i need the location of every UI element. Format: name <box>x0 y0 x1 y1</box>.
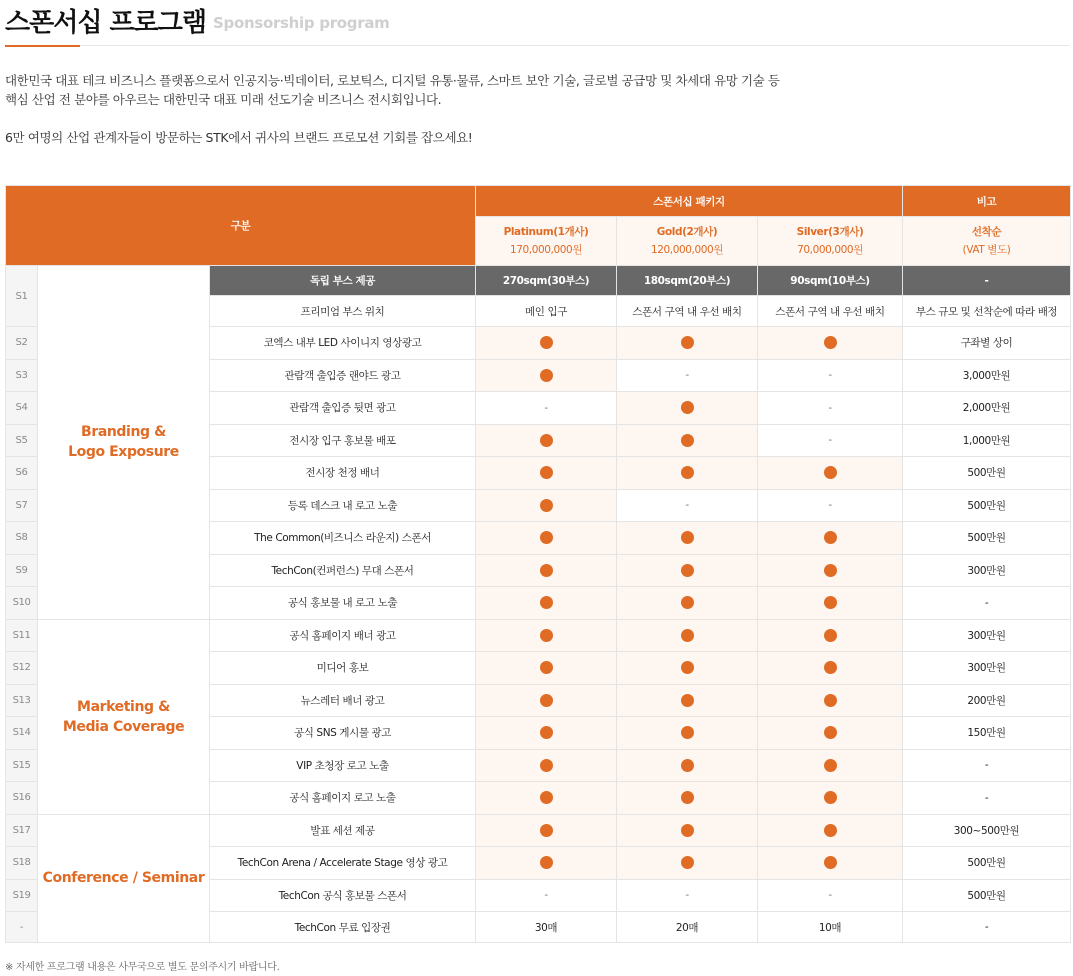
category-branding-line-2: Logo Exposure <box>68 444 179 461</box>
premium-platinum: 메인 입구 <box>476 296 617 327</box>
included-dot-icon <box>540 661 553 674</box>
included-dot-icon <box>681 336 694 349</box>
cell-gold <box>617 392 758 425</box>
category-header: 구분 <box>6 186 476 266</box>
package-price: 120,000,000원 <box>650 244 724 256</box>
row-item: TechCon 무료 입장권 <box>210 912 476 943</box>
intro-text <box>5 71 1065 147</box>
cell-silver: - <box>758 424 903 457</box>
cell-gold <box>617 424 758 457</box>
row-note: - <box>903 749 1071 782</box>
row-item: 미디어 홍보 <box>210 652 476 685</box>
included-dot-icon <box>681 466 694 479</box>
included-dot-icon <box>540 499 553 512</box>
category-marketing-line-2: Media Coverage <box>62 718 185 735</box>
package-name: Platinum(1개사) <box>503 226 589 238</box>
intro-line-1: 대한민국 대표 테크 비즈니스 플랫폼으로서 인공지능·빅데이터, 로보틱스, 디지털 유통·물류, 스마트 보안 기술, 글로벌 공급망 및 차세대 유망 기술 등 <box>5 73 780 88</box>
remarks-subheader <box>903 217 1071 266</box>
row-code: S19 <box>6 879 38 912</box>
included-dot-icon <box>540 434 553 447</box>
row-code: - <box>6 912 38 943</box>
row-code: S14 <box>6 717 38 750</box>
included-dot-icon <box>540 759 553 772</box>
title-underline <box>5 45 80 47</box>
cell-gold <box>617 554 758 587</box>
cell-gold <box>617 814 758 847</box>
row-note: 2,000만원 <box>903 392 1071 425</box>
cell-gold <box>617 327 758 360</box>
row-note: 1,000만원 <box>903 424 1071 457</box>
row-item: 공식 SNS 게시물 광고 <box>210 717 476 750</box>
cell-platinum <box>476 814 617 847</box>
cell-gold: - <box>617 489 758 522</box>
row-note: 3,000만원 <box>903 359 1071 392</box>
package-name: Silver(3개사) <box>796 226 864 238</box>
row-note: 300만원 <box>903 554 1071 587</box>
row-code: S17 <box>6 814 38 847</box>
cell-gold <box>617 457 758 490</box>
cell-platinum <box>476 619 617 652</box>
cell-silver: 10매 <box>758 912 903 943</box>
row-code: S2 <box>6 327 38 360</box>
cell-gold <box>617 847 758 880</box>
cell-platinum <box>476 749 617 782</box>
row-item: 발표 세션 제공 <box>210 814 476 847</box>
included-dot-icon <box>824 336 837 349</box>
premium-note: 부스 규모 및 선착순에 따라 배정 <box>903 296 1071 327</box>
row-code: S7 <box>6 489 38 522</box>
row-code: S1 <box>6 266 38 327</box>
cell-platinum <box>476 489 617 522</box>
row-item: 전시장 입구 홍보물 배포 <box>210 424 476 457</box>
table-row <box>6 814 1071 847</box>
cell-platinum: 30매 <box>476 912 617 943</box>
cell-gold <box>617 587 758 620</box>
row-note: 150만원 <box>903 717 1071 750</box>
cell-gold <box>617 749 758 782</box>
included-dot-icon <box>824 466 837 479</box>
row-code: S18 <box>6 847 38 880</box>
premium-item: 프리미엄 부스 위치 <box>210 296 476 327</box>
row-note: 500만원 <box>903 489 1071 522</box>
cell-silver <box>758 749 903 782</box>
row-note: - <box>903 782 1071 815</box>
row-note: 500만원 <box>903 879 1071 912</box>
cell-gold <box>617 717 758 750</box>
row-item: The Common(비즈니스 라운지) 스폰서 <box>210 522 476 555</box>
row-item: 공식 홈페이지 배너 광고 <box>210 619 476 652</box>
sponsorship-table <box>5 185 1071 943</box>
included-dot-icon <box>824 856 837 869</box>
included-dot-icon <box>824 564 837 577</box>
cell-platinum <box>476 587 617 620</box>
included-dot-icon <box>540 564 553 577</box>
page-title: 스폰서십 프로그램 <box>5 8 206 38</box>
cell-platinum <box>476 457 617 490</box>
row-note: 500만원 <box>903 457 1071 490</box>
cell-gold <box>617 684 758 717</box>
row-code: S15 <box>6 749 38 782</box>
package-price: 170,000,000원 <box>509 244 583 256</box>
cell-gold: 20매 <box>617 912 758 943</box>
included-dot-icon <box>681 759 694 772</box>
cell-silver <box>758 717 903 750</box>
included-dot-icon <box>540 531 553 544</box>
row-item: 전시장 천정 배너 <box>210 457 476 490</box>
included-dot-icon <box>824 791 837 804</box>
cell-silver <box>758 587 903 620</box>
cell-gold: - <box>617 879 758 912</box>
row-item: 뉴스레터 배너 광고 <box>210 684 476 717</box>
cell-gold: - <box>617 359 758 392</box>
included-dot-icon <box>681 694 694 707</box>
cell-silver <box>758 814 903 847</box>
booth-item: 독립 부스 제공 <box>210 266 476 296</box>
package-price: 70,000,000원 <box>797 244 863 256</box>
row-code: S10 <box>6 587 38 620</box>
row-note: 300만원 <box>903 652 1071 685</box>
included-dot-icon <box>824 596 837 609</box>
row-item: 코엑스 내부 LED 사이니지 영상광고 <box>210 327 476 360</box>
included-dot-icon <box>681 531 694 544</box>
row-note: 구좌별 상이 <box>903 327 1071 360</box>
cell-silver: - <box>758 359 903 392</box>
row-item: 관람객 출입증 뒷면 광고 <box>210 392 476 425</box>
included-dot-icon <box>540 856 553 869</box>
cell-platinum <box>476 684 617 717</box>
premium-silver: 스폰서 구역 내 우선 배치 <box>758 296 903 327</box>
row-code: S11 <box>6 619 38 652</box>
included-dot-icon <box>681 596 694 609</box>
included-dot-icon <box>681 791 694 804</box>
row-item: 등록 데스크 내 로고 노출 <box>210 489 476 522</box>
row-code: S3 <box>6 359 38 392</box>
cell-platinum <box>476 782 617 815</box>
cell-silver <box>758 782 903 815</box>
row-item: 관람객 출입증 랜야드 광고 <box>210 359 476 392</box>
cell-platinum <box>476 327 617 360</box>
included-dot-icon <box>540 824 553 837</box>
included-dot-icon <box>540 726 553 739</box>
included-dot-icon <box>540 466 553 479</box>
page-subtitle: Sponsorship program <box>213 14 390 32</box>
row-note: 500만원 <box>903 522 1071 555</box>
row-code: S16 <box>6 782 38 815</box>
row-note: 300~500만원 <box>903 814 1071 847</box>
premium-gold: 스폰서 구역 내 우선 배치 <box>617 296 758 327</box>
package-silver <box>758 217 903 266</box>
included-dot-icon <box>824 726 837 739</box>
included-dot-icon <box>681 661 694 674</box>
cell-platinum <box>476 424 617 457</box>
included-dot-icon <box>681 726 694 739</box>
remarks-line-1: 선착순 <box>971 226 1002 238</box>
included-dot-icon <box>681 856 694 869</box>
row-code: S13 <box>6 684 38 717</box>
row-note: - <box>903 587 1071 620</box>
included-dot-icon <box>681 629 694 642</box>
row-item: 공식 홍보물 내 로고 노출 <box>210 587 476 620</box>
included-dot-icon <box>824 759 837 772</box>
cell-silver <box>758 652 903 685</box>
category-branding <box>38 266 210 620</box>
included-dot-icon <box>824 531 837 544</box>
cell-silver: - <box>758 392 903 425</box>
row-code: S6 <box>6 457 38 490</box>
row-code: S9 <box>6 554 38 587</box>
table-row <box>6 266 1071 296</box>
included-dot-icon <box>824 824 837 837</box>
intro-line-2: 핵심 산업 전 분야를 아우르는 대한민국 대표 미래 선도기술 비즈니스 전시회입니다. <box>5 92 442 107</box>
package-header: 스폰서십 패키지 <box>476 186 903 217</box>
included-dot-icon <box>540 791 553 804</box>
cell-platinum <box>476 359 617 392</box>
included-dot-icon <box>681 824 694 837</box>
footnote: ※ 자세한 프로그램 내용은 사무국으로 별도 문의주시기 바랍니다. <box>5 962 280 973</box>
included-dot-icon <box>824 661 837 674</box>
cell-platinum <box>476 522 617 555</box>
row-note: 500만원 <box>903 847 1071 880</box>
cell-silver <box>758 554 903 587</box>
row-item: TechCon 공식 홍보물 스폰서 <box>210 879 476 912</box>
cell-silver <box>758 457 903 490</box>
remarks-header: 비고 <box>903 186 1071 217</box>
cell-gold <box>617 619 758 652</box>
booth-note: - <box>903 266 1071 296</box>
included-dot-icon <box>681 564 694 577</box>
row-code: S8 <box>6 522 38 555</box>
row-code: S12 <box>6 652 38 685</box>
included-dot-icon <box>681 401 694 414</box>
booth-silver: 90sqm(10부스) <box>758 266 903 296</box>
row-note: 300만원 <box>903 619 1071 652</box>
booth-platinum: 270sqm(30부스) <box>476 266 617 296</box>
included-dot-icon <box>681 434 694 447</box>
cell-silver <box>758 327 903 360</box>
category-marketing <box>38 619 210 814</box>
included-dot-icon <box>824 694 837 707</box>
included-dot-icon <box>540 369 553 382</box>
included-dot-icon <box>540 336 553 349</box>
row-item: VIP 초청장 로고 노출 <box>210 749 476 782</box>
table-row <box>6 619 1071 652</box>
row-code: S5 <box>6 424 38 457</box>
category-conference: Conference / Seminar <box>38 814 210 943</box>
cell-platinum <box>476 847 617 880</box>
cell-silver <box>758 847 903 880</box>
category-marketing-line-1: Marketing & <box>77 698 170 715</box>
cell-platinum <box>476 652 617 685</box>
cell-silver: - <box>758 489 903 522</box>
cell-gold <box>617 782 758 815</box>
title-row <box>5 0 1069 46</box>
cell-silver: - <box>758 879 903 912</box>
row-note: - <box>903 912 1071 943</box>
package-name: Gold(2개사) <box>656 226 718 238</box>
cell-platinum <box>476 554 617 587</box>
row-item: 공식 홈페이지 로고 노출 <box>210 782 476 815</box>
included-dot-icon <box>540 629 553 642</box>
package-platinum <box>476 217 617 266</box>
cell-silver <box>758 684 903 717</box>
cell-silver <box>758 522 903 555</box>
remarks-line-2: (VAT 별도) <box>962 244 1011 256</box>
included-dot-icon <box>540 694 553 707</box>
intro-line-3: 6만 여명의 산업 관계자들이 방문하는 STK에서 귀사의 브랜드 프로모션 기회를 잡으세요! <box>5 130 473 145</box>
package-gold <box>617 217 758 266</box>
cell-gold <box>617 522 758 555</box>
included-dot-icon <box>824 629 837 642</box>
cell-gold <box>617 652 758 685</box>
cell-silver <box>758 619 903 652</box>
booth-gold: 180sqm(20부스) <box>617 266 758 296</box>
included-dot-icon <box>540 596 553 609</box>
row-code: S4 <box>6 392 38 425</box>
cell-platinum: - <box>476 392 617 425</box>
row-item: TechCon Arena / Accelerate Stage 영상 광고 <box>210 847 476 880</box>
row-note: 200만원 <box>903 684 1071 717</box>
cell-platinum <box>476 717 617 750</box>
row-item: TechCon(컨퍼런스) 무대 스폰서 <box>210 554 476 587</box>
cell-platinum: - <box>476 879 617 912</box>
category-branding-line-1: Branding & <box>81 424 166 441</box>
